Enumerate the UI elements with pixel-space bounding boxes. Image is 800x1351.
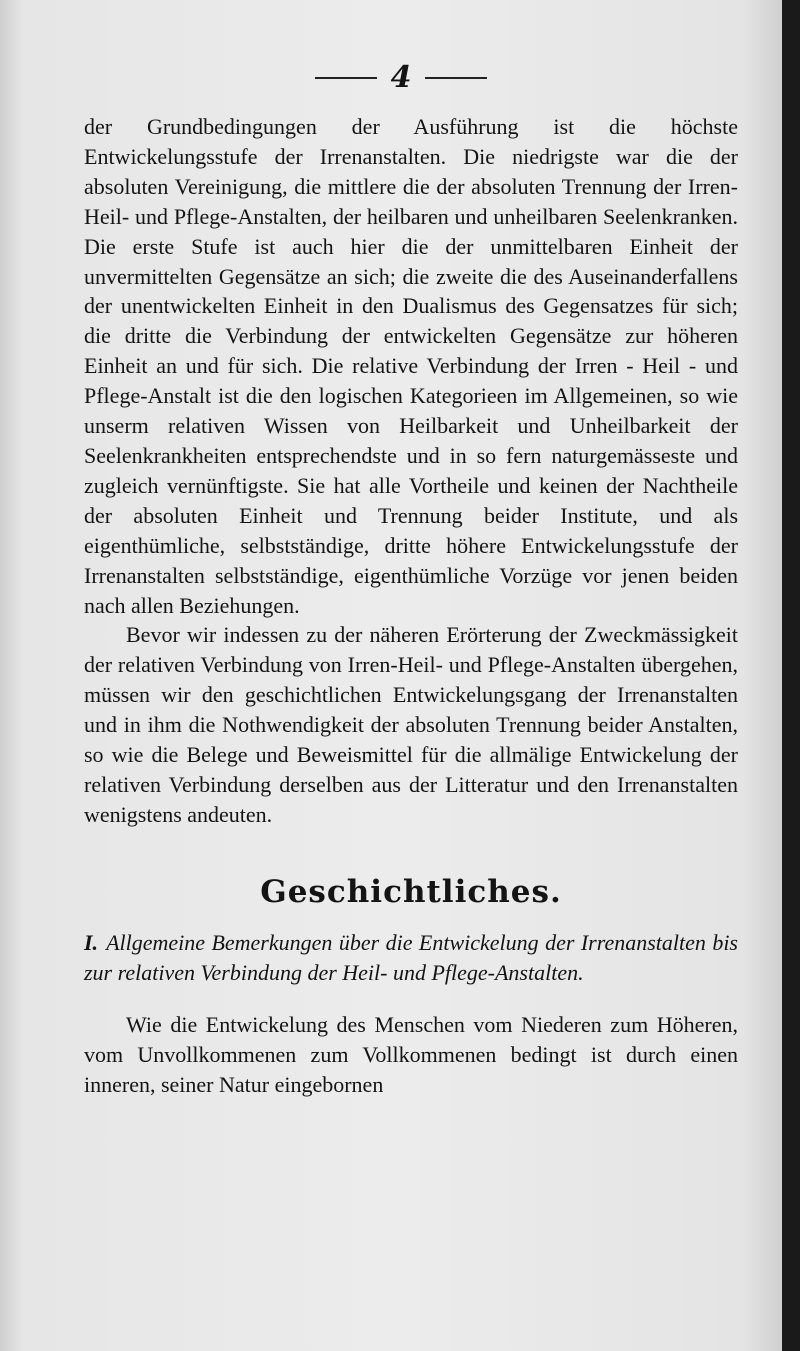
paragraph-1: der Grundbedingungen der Ausführung ist die höchste Entwickelungsstufe der Irrenanstalten. Die niedrigste war die der absoluten Vereinigung, die mittlere die der absoluten Trennung der Irren-Heil- und Pflege-Anstalten, der heilbaren und unheilbaren Seelenkranken. Die erste Stufe ist auch hier die der unmittelbaren Einheit der unvermittelten Gegensätze an sich; die zweite die des Auseinanderfallens der unentwickelten Einheit in den Dualismus des Gegensatzes für sich; die dritte die Verbindung der entwickelten Gegensätze zur höheren Einheit an und für sich. Die relative Verbindung der Irren - Heil - und Pflege-Anstalt ist die den logischen Kategorieen im Allgemeinen, so wie unserm relativen Wissen von Heilbarkeit und Unheilbarkeit der Seelenkrankheiten entsprechendste und in so fern naturgemässeste und zugleich vernünftigste. Sie hat alle Vortheile und keinen der Nachtheile der absoluten Einheit und Trennung beider Institute, und als eigenthümliche, selbstständige, dritte höhere Entwickelungsstufe der Irrenanstalten selbstständige, eigenthümliche Vorzüge vor jenen beiden nach allen Beziehungen. — [84, 114, 738, 618]
header-rule-left — [315, 77, 377, 79]
section-title: Geschichtliches. — [260, 873, 562, 910]
header-rule-right — [425, 77, 487, 79]
paragraph-2: Bevor wir indessen zu der näheren Erörterung der Zweckmässigkeit der relativen Verbindung von Irren-Heil- und Pflege-Anstalten übergehen, müssen wir den geschichtlichen Entwickelungsgang der Irrenanstalten und in ihm die Nothwendigkeit der absoluten Trennung beider Anstalten, so wie die Belege und Beweismittel für die allmälige Entwickelung der relativen Verbindung derselben aus der Litteratur und den Irrenanstalten wenigstens andeuten. — [84, 622, 738, 827]
subsection-heading — [84, 928, 738, 988]
page-number: 4 — [390, 60, 412, 95]
subsection-number: I. — [84, 929, 99, 955]
closing-paragraph: Wie die Entwickelung des Menschen vom Niederen zum Höheren, vom Unvollkommenen zum Vollkommenen bedingt ist durch einen inneren, seiner Natur eingebornen — [84, 1011, 738, 1097]
page-header — [64, 58, 738, 98]
closing-text — [84, 1010, 738, 1100]
body-text — [84, 112, 738, 830]
subsection-title: Allgemeine Bemerkungen über die Entwickelung der Irrenanstalten bis zur relativen Verbindung der Heil- und Pflege-Anstalten. — [84, 929, 738, 985]
